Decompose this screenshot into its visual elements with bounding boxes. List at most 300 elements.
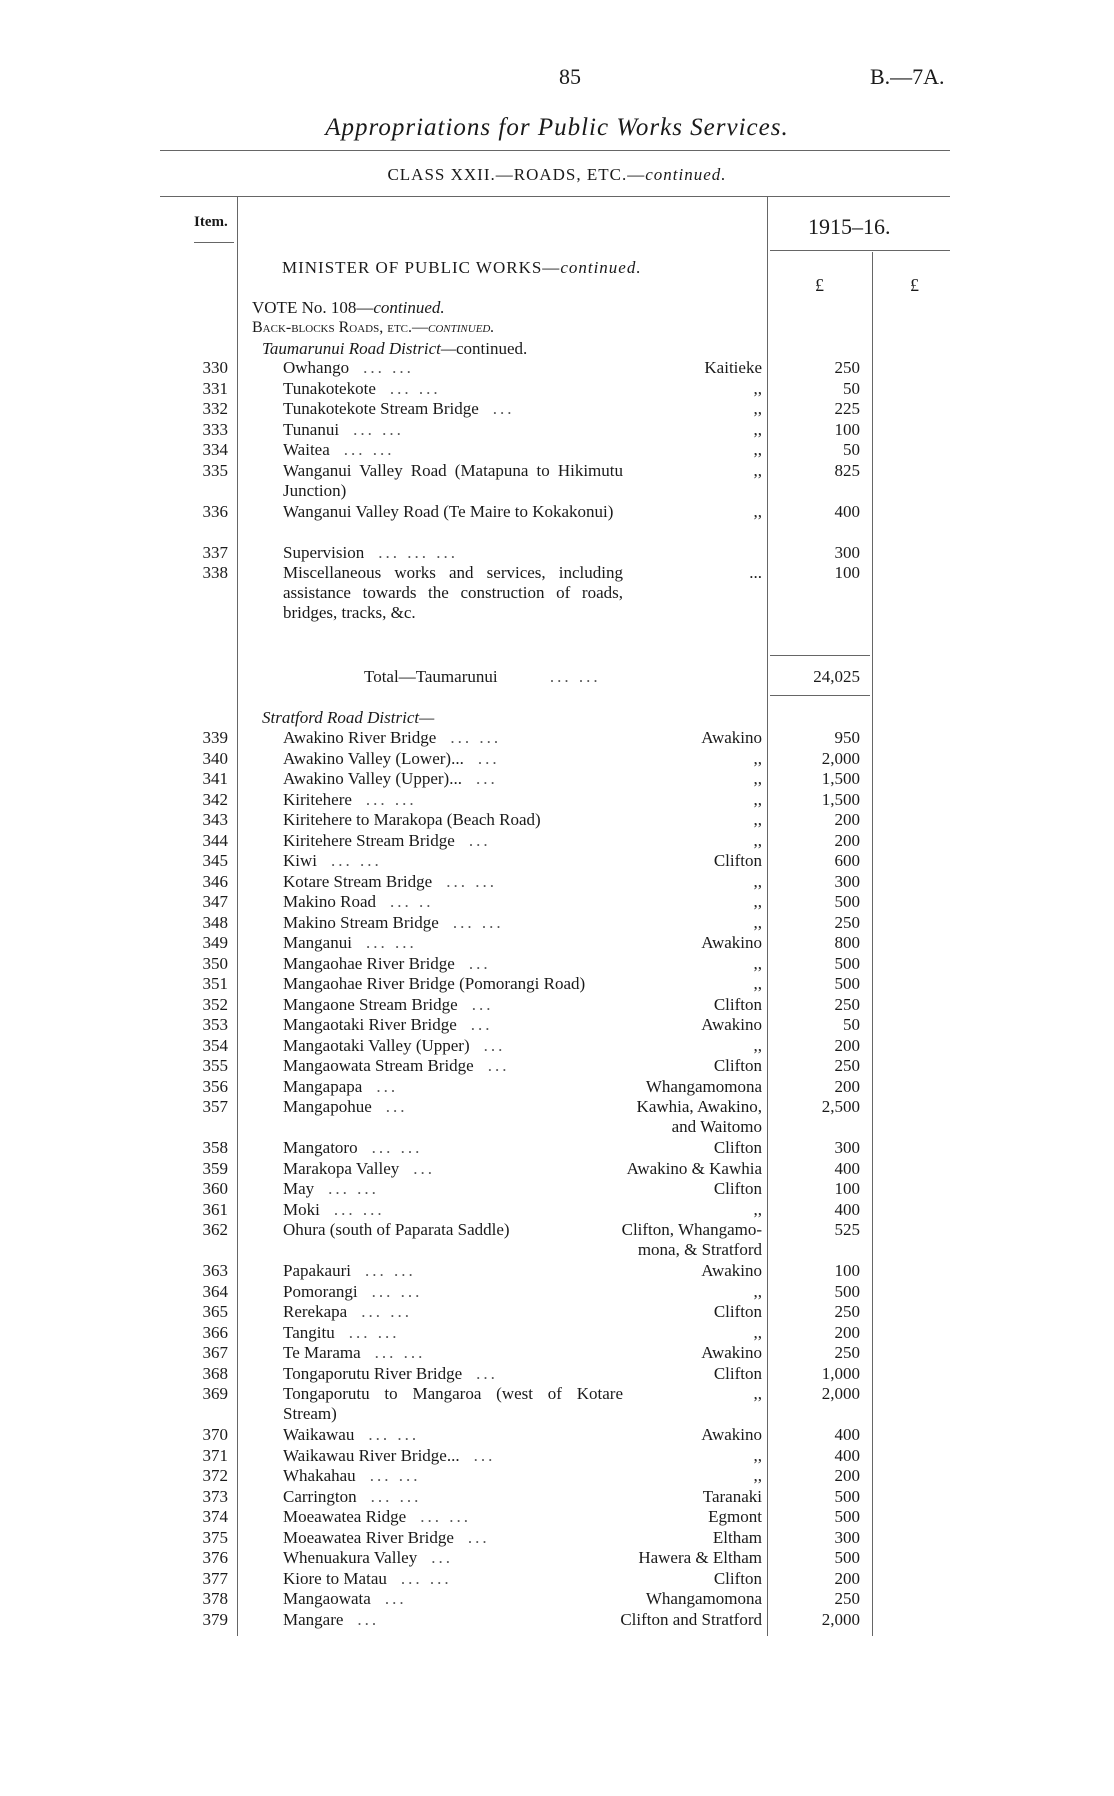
- item-number: 353: [202, 1015, 228, 1034]
- item-location: [701, 1015, 762, 1035]
- item-name-text: Awakino Valley (Upper)...: [283, 769, 462, 788]
- item-amount: 800: [834, 933, 860, 952]
- item-number: 348: [202, 912, 228, 932]
- item-location-text: ,,: [753, 974, 762, 993]
- item-amount: 50: [843, 1015, 860, 1034]
- item-name-text: Moki: [283, 1199, 320, 1219]
- item-name: [283, 1138, 623, 1158]
- item-name-text: Owhango: [283, 358, 350, 377]
- item-location-text: Clifton: [713, 994, 762, 1014]
- total-taumarunui-value: 24,025: [813, 667, 860, 686]
- dot-leader: ...: [385, 1097, 408, 1116]
- item-number: 343: [202, 810, 228, 829]
- item-location: [754, 1323, 763, 1343]
- item-location: [620, 1610, 762, 1630]
- item-amount: 500: [834, 1281, 860, 1301]
- district-heading-stratford: Stratford Road District—: [262, 708, 435, 727]
- item-number: 331: [202, 378, 228, 398]
- item-name: [283, 461, 623, 501]
- item-location: [714, 1364, 762, 1384]
- item-number: 341: [202, 769, 228, 788]
- item-location-text: Kawhia, Awakino,: [636, 1097, 762, 1116]
- item-amount: 2,500: [821, 1097, 860, 1116]
- item-name-text: Kiore to Matau: [283, 1568, 387, 1588]
- backblocks-heading-continued: continued.: [428, 319, 495, 336]
- item-number: 373: [202, 1486, 228, 1506]
- item-name-text: Miscellaneous works and services, including assistance towards the construction of roads, bridges, tracks, &c.: [283, 563, 623, 622]
- item-name: [283, 358, 623, 378]
- item-name-text: Awakino River Bridge: [283, 728, 437, 747]
- item-name: [283, 1323, 623, 1343]
- item-location: [714, 1179, 762, 1199]
- item-name: [283, 892, 623, 912]
- item-name-text: Whakahau: [283, 1466, 356, 1485]
- dot-leader: ...: [492, 399, 515, 418]
- item-location: [754, 749, 763, 769]
- item-location: [627, 1159, 762, 1179]
- item-name-text: Kiwi: [283, 851, 317, 870]
- item-number: 367: [202, 1343, 228, 1362]
- item-name-text: Tongaporutu River Bridge: [283, 1363, 463, 1383]
- item-name-text: May: [283, 1179, 315, 1198]
- item-location-text: ,,: [753, 769, 762, 788]
- item-amount: 950: [834, 728, 860, 747]
- item-number: 374: [202, 1507, 228, 1526]
- item-location-text: Clifton, Whangamo-: [621, 1220, 762, 1239]
- item-name: [283, 790, 623, 810]
- item-number: 335: [202, 460, 228, 480]
- item-name: [283, 1200, 623, 1220]
- item-number: 360: [202, 1179, 228, 1198]
- item-amount: 500: [834, 953, 860, 973]
- item-name: [283, 1343, 623, 1363]
- class-heading: [0, 165, 1114, 185]
- item-name: [283, 1159, 623, 1179]
- item-location-text: Clifton: [713, 1363, 762, 1383]
- item-amount: 200: [834, 1035, 860, 1055]
- item-name: [283, 1056, 623, 1076]
- item-number: 347: [202, 892, 228, 911]
- item-amount: 500: [834, 1548, 860, 1567]
- item-name: [283, 1548, 623, 1568]
- item-location-text: ,,: [753, 830, 762, 850]
- dot-leader: ... ...: [369, 1466, 421, 1485]
- item-location: [754, 461, 763, 481]
- item-amount: 400: [834, 1158, 860, 1178]
- dot-leader: ... ...: [348, 1322, 400, 1342]
- item-number: 336: [202, 501, 228, 521]
- item-amount: 200: [834, 810, 860, 829]
- document-reference: B.—7A.: [870, 64, 945, 89]
- item-location-text: ,,: [753, 871, 762, 891]
- dot-leader: ...: [470, 1015, 493, 1034]
- item-name-text: Te Marama: [283, 1343, 361, 1362]
- item-location: [754, 440, 763, 460]
- item-amount: 400: [834, 501, 860, 521]
- item-number: 378: [202, 1589, 228, 1608]
- item-number: 372: [202, 1466, 228, 1485]
- item-location-text: Taranaki: [702, 1486, 762, 1506]
- item-location-text: ,,: [753, 1281, 762, 1301]
- item-name-text: Waikawau: [283, 1425, 355, 1444]
- item-location: [754, 1466, 763, 1486]
- item-location: [754, 1036, 763, 1056]
- item-location: [754, 399, 763, 419]
- page-title: Appropriations for Public Works Services.: [325, 114, 789, 141]
- item-location-text: Clifton: [713, 851, 762, 870]
- dot-leader: ...: [471, 994, 494, 1014]
- item-name: [283, 1097, 623, 1117]
- item-location-text: ,,: [753, 1466, 762, 1485]
- dot-leader: ... ...: [452, 912, 504, 932]
- item-amount: 250: [834, 358, 860, 377]
- item-location-text: Whangamomona: [645, 1589, 762, 1608]
- district-heading-taumarunui: [262, 339, 527, 359]
- item-location-text: ,,: [753, 460, 762, 480]
- page-number: 85: [559, 64, 581, 89]
- dot-leader: ... ...: [450, 728, 502, 747]
- item-location-text: Clifton: [713, 1056, 762, 1075]
- item-amount: 600: [834, 851, 860, 870]
- item-name: [283, 1077, 623, 1097]
- item-location: [754, 872, 763, 892]
- item-name-text: Makino Stream Bridge: [283, 912, 439, 932]
- item-name: [283, 1261, 623, 1281]
- dot-leader: ... ...: [374, 1343, 426, 1362]
- item-name-text: Kiritehere: [283, 789, 352, 809]
- item-amount: 250: [834, 994, 860, 1014]
- item-name: [283, 1282, 623, 1302]
- dot-leader: ... ...: [328, 1179, 379, 1198]
- item-location-text: ,,: [753, 1322, 762, 1342]
- item-name: [283, 851, 623, 871]
- dot-leader: ... ...: [333, 1199, 385, 1219]
- item-name-text: Marakopa Valley: [283, 1158, 400, 1178]
- item-location-text: Clifton: [713, 1138, 762, 1157]
- item-location-text: ...: [749, 563, 762, 582]
- item-amount: 825: [834, 460, 860, 480]
- item-column-header: Item.: [194, 214, 228, 230]
- item-name-text: Rerekapa: [283, 1302, 348, 1321]
- dot-leader: ... ...: [365, 789, 417, 809]
- item-location: [754, 502, 763, 522]
- district-heading-taumarunui-text: Taumarunui Road District—: [262, 339, 456, 358]
- total-rule-top: [770, 655, 870, 656]
- total-leader: ... ...: [549, 667, 601, 686]
- item-number: 340: [202, 748, 228, 768]
- item-name-text: Moeawatea River Bridge: [283, 1527, 454, 1547]
- item-location-text: ,,: [753, 953, 762, 973]
- item-number: 349: [202, 933, 228, 952]
- dot-leader: ... ...: [343, 440, 395, 459]
- item-amount: 1,500: [821, 769, 860, 788]
- item-location-text: Awakino: [701, 1343, 762, 1362]
- item-location: [754, 1446, 763, 1466]
- item-location: [646, 1589, 762, 1609]
- item-number: 371: [202, 1445, 228, 1465]
- item-name: [283, 1425, 623, 1445]
- pound-sign-right: £: [910, 275, 919, 295]
- item-amount: 200: [834, 1568, 860, 1588]
- item-name: [283, 1302, 623, 1322]
- item-name-text: Mangaowata: [283, 1589, 371, 1608]
- dot-leader: ...: [376, 1076, 399, 1096]
- item-amount: 2,000: [821, 748, 860, 768]
- item-name: [283, 1015, 623, 1035]
- item-location-text: Hawera & Eltham: [638, 1548, 762, 1567]
- item-location: [701, 728, 762, 748]
- item-location-text: ,,: [753, 1445, 762, 1465]
- item-number: 354: [202, 1035, 228, 1055]
- district-heading-taumarunui-continued: continued.: [455, 339, 528, 358]
- dot-leader: ...: [357, 1609, 380, 1629]
- item-name: [283, 728, 623, 748]
- dot-leader: ... ...: [389, 378, 441, 398]
- item-name-text: Moeawatea Ridge: [283, 1507, 407, 1526]
- item-number: 362: [202, 1220, 228, 1239]
- item-location-text: Awakino & Kawhia: [626, 1158, 762, 1178]
- item-name-text: Papakauri: [283, 1261, 351, 1280]
- item-location-line2: and Waitomo: [671, 1117, 762, 1136]
- item-location: [754, 420, 763, 440]
- total-label-text: Total—Taumarunui: [364, 667, 498, 686]
- item-amount: 400: [834, 1445, 860, 1465]
- item-number: 359: [202, 1158, 228, 1178]
- dot-leader: ...: [413, 1158, 436, 1178]
- item-location-text: ,,: [753, 912, 762, 932]
- item-name: [283, 954, 623, 974]
- item-number: 376: [202, 1548, 228, 1567]
- amount-column-rule: [872, 252, 873, 1636]
- item-name-text: Ohura (south of Paparata Saddle): [283, 1220, 510, 1239]
- item-name-text: Mangapohue: [283, 1097, 372, 1116]
- item-name-text: Makino Road: [283, 892, 377, 911]
- dot-leader: ... ...: [371, 1281, 423, 1301]
- item-name-text: Kiritehere to Marakopa (Beach Road): [283, 810, 541, 829]
- dot-leader: ... ...: [368, 1425, 420, 1444]
- item-number: 339: [202, 728, 228, 747]
- item-location-text: ,,: [753, 789, 762, 809]
- item-name: [283, 1589, 623, 1609]
- item-location: [713, 1528, 762, 1548]
- item-name: [283, 1466, 623, 1486]
- item-name-text: Mangaohae River Bridge: [283, 953, 455, 973]
- item-number: 363: [202, 1261, 228, 1280]
- item-name-text: Awakino Valley (Lower)...: [283, 748, 464, 768]
- item-name: [283, 749, 623, 769]
- item-location-text: ,,: [753, 810, 762, 829]
- item-name: [283, 1446, 623, 1466]
- item-location-text: Awakino: [701, 1425, 762, 1444]
- item-amount: 100: [834, 1261, 860, 1280]
- item-location: [701, 933, 762, 953]
- item-location-text: ,,: [753, 748, 762, 768]
- dot-leader: ...: [475, 769, 498, 788]
- minister-heading-continued: continued.: [560, 258, 642, 277]
- minister-heading: [282, 258, 642, 278]
- item-name-text: Kotare Stream Bridge: [283, 871, 433, 891]
- item-name: [283, 1610, 623, 1630]
- item-amount: 250: [834, 1343, 860, 1362]
- item-location: [754, 892, 763, 912]
- item-number: 379: [202, 1609, 228, 1629]
- item-header-rule: [194, 242, 234, 243]
- item-name-text: Mangapapa: [283, 1076, 363, 1096]
- item-name-text: Wanganui Valley Road (Matapuna to Hikimutu Junction): [283, 460, 623, 500]
- item-name: [283, 1220, 623, 1240]
- item-amount: 2,000: [821, 1609, 860, 1629]
- item-amount: 300: [834, 871, 860, 891]
- item-location: [646, 1077, 762, 1097]
- item-name-text: Mangatoro: [283, 1138, 358, 1157]
- item-location: [754, 379, 763, 399]
- item-number: 342: [202, 789, 228, 809]
- item-name: [283, 913, 623, 933]
- dot-leader: ...: [483, 1035, 506, 1055]
- item-amount: 250: [834, 912, 860, 932]
- item-location: [622, 1220, 762, 1260]
- item-name: [283, 769, 623, 789]
- item-amount: 100: [834, 419, 860, 439]
- item-location: [704, 358, 762, 378]
- item-number: 332: [202, 399, 228, 418]
- item-location-line2: mona, & Stratford: [637, 1240, 762, 1259]
- item-number: 344: [202, 830, 228, 850]
- item-number: 361: [202, 1199, 228, 1219]
- item-name: [283, 420, 623, 440]
- item-name: [283, 1364, 623, 1384]
- item-name: [283, 1528, 623, 1548]
- item-amount: 300: [834, 1527, 860, 1547]
- item-name: [283, 399, 623, 419]
- item-name-text: Carrington: [283, 1486, 357, 1506]
- title-rule: [160, 150, 950, 151]
- item-amount: 1,500: [821, 789, 860, 809]
- item-number: 352: [202, 994, 228, 1014]
- item-amount: 500: [834, 974, 860, 993]
- dot-leader: ... ...: [446, 871, 497, 891]
- item-name: [283, 1036, 623, 1056]
- item-name: [283, 974, 623, 994]
- item-amount: 200: [834, 830, 860, 850]
- dot-leader: ...: [473, 1445, 496, 1465]
- item-location-text: ,,: [753, 1035, 762, 1055]
- item-name: [283, 810, 623, 830]
- item-location-text: Awakino: [701, 1015, 762, 1034]
- item-amount: 400: [834, 1425, 860, 1444]
- item-name-text: Mangaone Stream Bridge: [283, 994, 458, 1014]
- item-number: 355: [202, 1056, 228, 1075]
- item-number: 375: [202, 1527, 228, 1547]
- item-amount: 200: [834, 1466, 860, 1485]
- item-location: [754, 954, 763, 974]
- item-number: 357: [202, 1097, 228, 1116]
- item-name-text: Tunanui: [283, 419, 340, 439]
- item-number: 370: [202, 1425, 228, 1444]
- item-name-text: Whenuakura Valley: [283, 1548, 418, 1567]
- item-amount: 300: [834, 542, 860, 562]
- item-name-text: Wanganui Valley Road (Te Maire to Kokakonui): [283, 501, 614, 521]
- item-location: [714, 1569, 762, 1589]
- item-name: [283, 502, 623, 522]
- item-number: 368: [202, 1363, 228, 1383]
- item-location-text: ,,: [753, 892, 762, 911]
- dot-leader: ...: [468, 953, 491, 973]
- vote-heading-text: VOTE No. 108—: [252, 298, 374, 317]
- backblocks-heading: [252, 319, 494, 337]
- item-location: [754, 974, 763, 994]
- item-location: [754, 769, 763, 789]
- dot-leader: ... ...: [371, 1138, 423, 1157]
- item-location-text: ,,: [753, 1384, 762, 1403]
- item-number: 365: [202, 1302, 228, 1321]
- dot-leader: ... ...: [353, 419, 404, 439]
- class-rule: [160, 196, 950, 197]
- item-amount: 200: [834, 1322, 860, 1342]
- vote-heading: [252, 298, 445, 318]
- item-location-text: Clifton: [713, 1302, 762, 1321]
- item-location: [714, 1138, 762, 1158]
- item-name-text: Tongaporutu to Mangaroa (west of Kotare Stream): [283, 1384, 623, 1423]
- dot-leader: ...: [477, 748, 500, 768]
- item-location: [701, 1343, 762, 1363]
- item-name-text: Mangare: [283, 1609, 344, 1629]
- item-location: [637, 1097, 762, 1137]
- total-rule-bottom: [770, 695, 870, 696]
- class-heading-continued: continued.: [645, 165, 727, 184]
- item-name: [283, 563, 623, 623]
- item-number: 377: [202, 1568, 228, 1588]
- dot-leader: ...: [468, 830, 491, 850]
- item-name: [283, 1179, 623, 1199]
- item-amount: 100: [834, 563, 860, 582]
- item-location: [714, 995, 762, 1015]
- item-name: [283, 1384, 623, 1424]
- item-name: [283, 933, 623, 953]
- item-name: [283, 831, 623, 851]
- item-amount: 50: [843, 378, 860, 398]
- item-location: [703, 1487, 762, 1507]
- item-amount: 225: [834, 399, 860, 418]
- item-location: [749, 563, 762, 583]
- item-location-text: ,,: [753, 399, 762, 418]
- item-column-rule: [237, 196, 238, 1636]
- item-number: 369: [202, 1384, 228, 1403]
- dot-leader: ...: [467, 1527, 490, 1547]
- item-amount: 250: [834, 1056, 860, 1075]
- item-amount: 525: [834, 1220, 860, 1239]
- dot-leader: ... ...: [420, 1507, 471, 1526]
- item-name-text: Pomorangi: [283, 1281, 358, 1301]
- item-location: [754, 790, 763, 810]
- item-name-text: Tangitu: [283, 1322, 335, 1342]
- dot-leader: ...: [431, 1548, 453, 1567]
- item-location: [638, 1548, 762, 1568]
- item-name-text: Supervision: [283, 542, 365, 562]
- item-name-text: Mangaowata Stream Bridge: [283, 1056, 474, 1075]
- item-location-text: Awakino: [701, 728, 762, 747]
- location-column-rule: [767, 196, 768, 1636]
- item-name-text: Tunakotekote Stream Bridge: [283, 399, 479, 418]
- item-amount: 500: [834, 1507, 860, 1526]
- item-location: [754, 1282, 763, 1302]
- item-name-text: Waikawau River Bridge...: [283, 1445, 460, 1465]
- year-column-header: 1915–16.: [808, 214, 891, 239]
- item-number: 338: [202, 563, 228, 582]
- item-number: 346: [202, 871, 228, 891]
- item-amount: 250: [834, 1589, 860, 1608]
- item-name-text: Mangaohae River Bridge (Pomorangi Road): [283, 974, 586, 993]
